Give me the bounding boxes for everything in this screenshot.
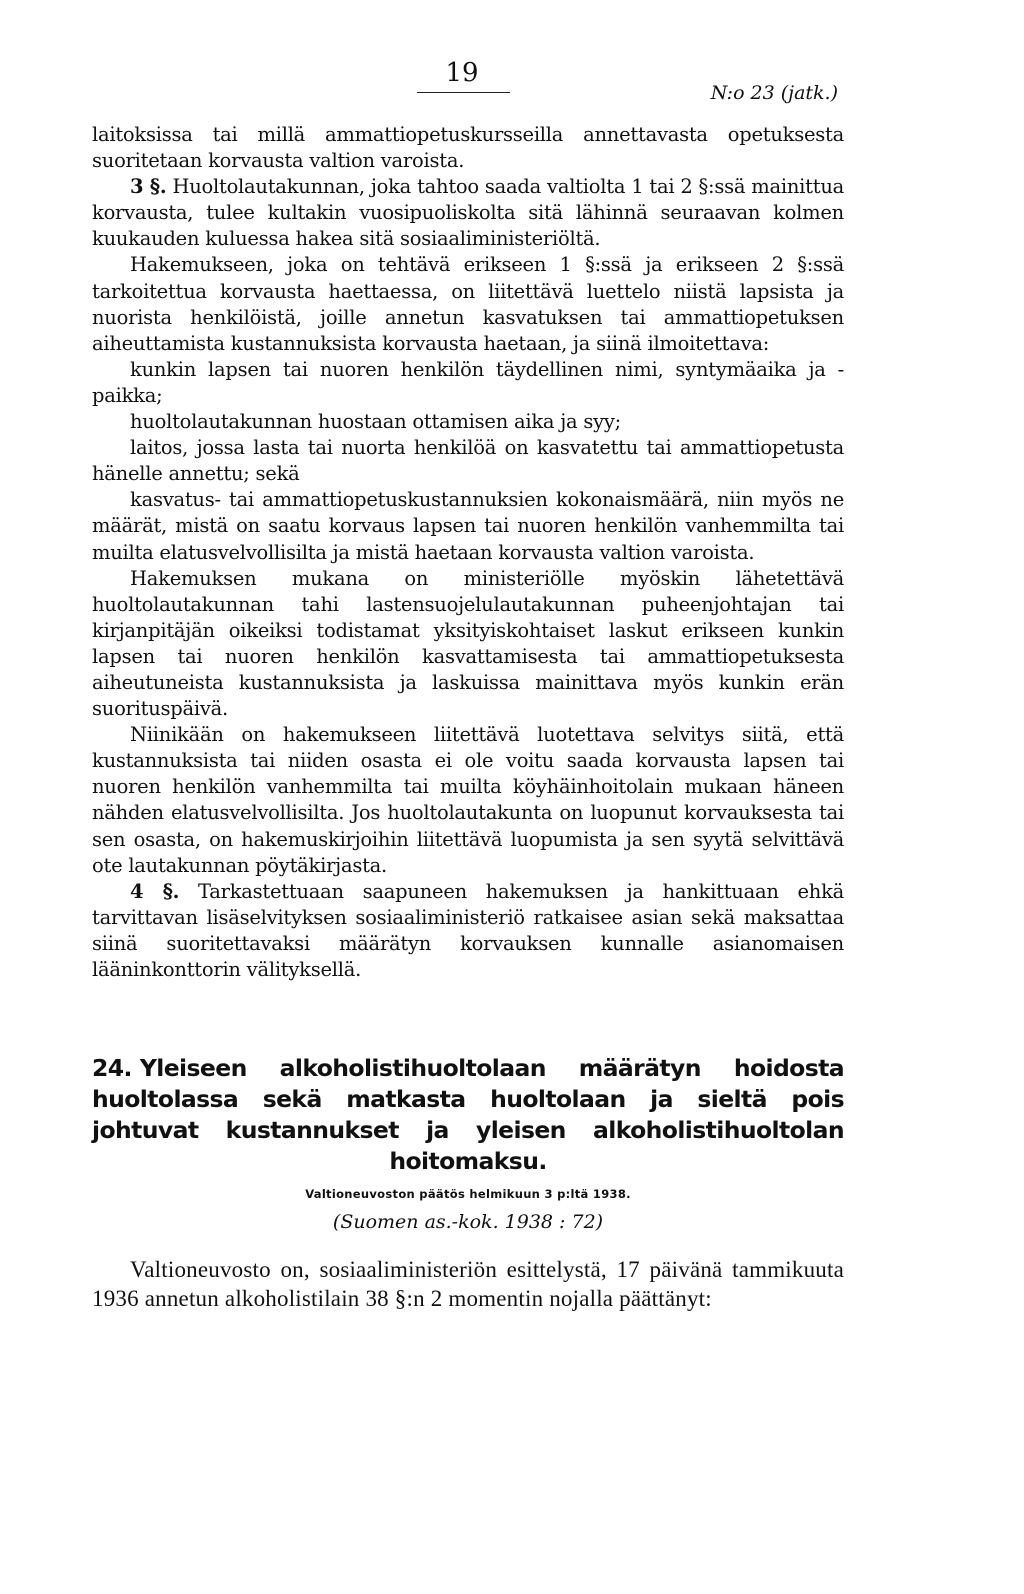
paragraph-section-3 xyxy=(92,174,844,252)
section-title: Yleiseen alkoholistihuoltolaan määrätyn hoidosta huoltolassa sekä matkasta huoltolaan ja sieltä pois johtuvat kustannukset ja yleisen alkoholistihuoltolan hoitomaksu. xyxy=(92,1054,844,1176)
paragraph-3: Hakemukseen, joka on tehtävä erikseen 1 §:ssä ja erikseen 2 §:ssä tarkoitettua korvausta haettaessa, on liitettävä luettelo niistä lapsista ja nuorista henkilöistä, joille annetun kasvatuksen tai ammattiopetuksen aiheuttamista kustannuksista korvausta haetaan, ja siinä ilmoitettava: xyxy=(92,253,844,355)
paragraph-1: laitoksissa tai millä ammattiopetuskursseilla annettavasta opetuksesta suoritetaan korvausta valtion varoista. xyxy=(92,123,844,173)
paragraph-8: Hakemuksen mukana on ministeriölle myöskin lähetettävä huoltolautakunnan tahi lastensuojelulautakunnan puheenjohtajan tai kirjanpitäjän oikeiksi todistamat yksityiskohtaiset laskut erikseen kunkin lapsen tai nuoren henkilön kasvattamisesta tai ammattiopetuksesta aiheutuneista kustannuksista ja laskuissa mainittava myös kunkin erän suorituspäivä. xyxy=(92,566,844,721)
paragraph-7: kasvatus- tai ammattiopetuskustannuksien kokonaismäärä, niin myös ne määrät, mistä on saatu korvaus lapsen tai nuoren henkilön vanhemmilta tai muilta elatusvelvollisilta ja mistä haetaan korvausta valtion varoista. xyxy=(92,488,844,564)
section-mark-3: 3 §. xyxy=(130,175,167,199)
page-header xyxy=(92,56,844,122)
citation-line: (Suomen as.-kok. 1938 : 72) xyxy=(332,1211,604,1234)
paragraph-5: huoltolautakunnan huostaan ottamisen aika ja syy; xyxy=(130,410,621,434)
source-line: Valtioneuvoston päätös helmikuun 3 p:ltä 1938. xyxy=(305,1187,631,1202)
main-text xyxy=(92,122,844,983)
document-reference: N:o 23 (jatk.) xyxy=(710,82,838,104)
header-rule xyxy=(417,92,510,93)
paragraph-9: Niinikään on hakemukseen liitettävä luotettava selvitys siitä, että kustannuksista tai niiden osasta ei ole voitu saada korvausta lapsen tai nuoren henkilön vanhemmilta tai muilta köyhäinhoitolain mukaan häneen nähden elatusvelvollisilta. Jos huoltolautakunta on luopunut korvauksesta tai sen osasta, on hakemuskirjoihin liitettävä luopumista ja sen syytä selvittävä ote lautakunnan pöytäkirjasta. xyxy=(92,723,844,877)
document-page xyxy=(92,56,844,1336)
paragraph-4: kunkin lapsen tai nuoren henkilön täydellinen nimi, syntymäaika ja -paikka; xyxy=(92,357,844,407)
section-mark-4: 4 §. xyxy=(130,879,180,903)
section-heading xyxy=(92,1053,844,1177)
closing-paragraph: Valtioneuvosto on, sosiaaliministeriön esittelystä, 17 päivänä tammikuuta 1936 annetun alkoholistilain 38 §:n 2 momentin nojalla päättänyt: xyxy=(92,1257,844,1312)
paragraph-6: laitos, jossa lasta tai nuorta henkilöä on kasvatettu tai ammattiopetusta hänelle annettu; sekä xyxy=(92,436,844,486)
section-number: 24. xyxy=(92,1054,132,1083)
page-number: 19 xyxy=(445,58,479,88)
paragraph-section-4 xyxy=(92,879,844,983)
paragraph-10-text: Tarkastettuaan saapuneen hakemuksen ja hankittuaan ehkä tarvittavan lisäselvityksen sosiaaliministeriö ratkaisee asian sekä maksattaa siinä suoritettavaksi määrätyn korvauksen kunnalle asianomaisen lääninkonttorin välityksellä. xyxy=(92,879,845,981)
paragraph-2-text: Huoltolautakunnan, joka tahtoo saada valtiolta 1 tai 2 §:ssä mainittua korvausta, tulee kultakin vuosipuoliskolta sitä lähinnä seuraavan kolmen kuukauden kuluessa hakea sitä sosiaaliministeriöltä. xyxy=(92,175,844,251)
